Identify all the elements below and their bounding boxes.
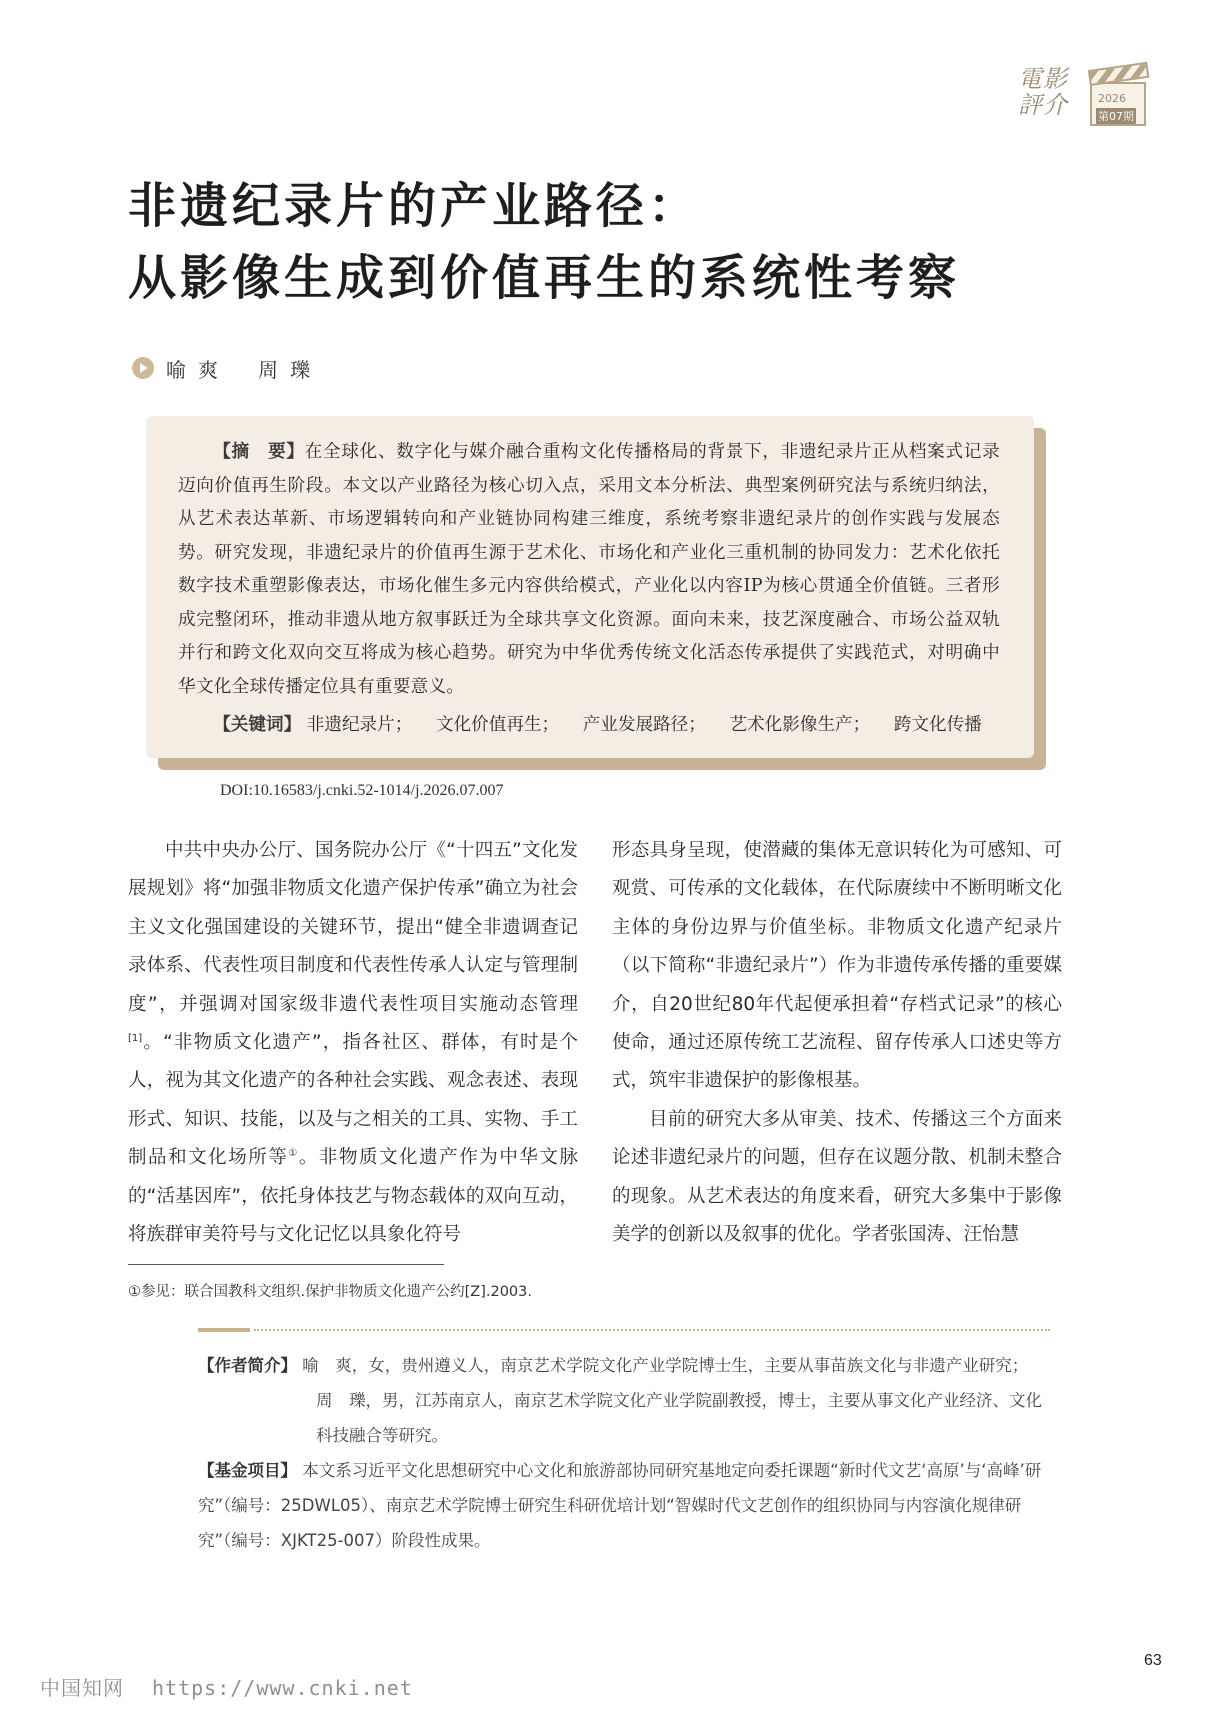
fund-text: 本文系习近平文化思想研究中心文化和旅游部协同研究基地定向委托课题“新时代文艺‘高原’与‘高峰’研究”（编号：25DWL05）、南京艺术学院博士研究生科研优培计划“智媒时代文艺创作的组织协同与内容演化规律研究”（编号：XJKT25-007）阶段性成果。 bbox=[198, 1461, 1042, 1550]
footnote: ①参见：联合国教科文组织.保护非物质文化遗产公约[Z].2003. bbox=[128, 1284, 532, 1300]
body-paragraph: 目前的研究大多从审美、技术、传播这三个方面来论述非遗纪录片的问题，但存在议题分散、机制未整合的现象。从艺术表达的角度来看，研究大多集中于影像美学的创新以及叙事的优化。学者张国涛、汪怡慧 bbox=[612, 1108, 1062, 1246]
author-bio-text: 喻 爽，女，贵州遵义人，南京艺术学院文化产业学院博士生，主要从事苗族文化与非遗产业研究； bbox=[302, 1356, 1029, 1375]
title-line-2: 从影像生成到价值再生的系统性考察 bbox=[128, 250, 961, 306]
author-info-divider bbox=[198, 1328, 1050, 1332]
author-name-2: 周瓅 bbox=[258, 357, 322, 382]
keywords-label: 【关键词】 bbox=[213, 715, 302, 735]
journal-year: 2026 bbox=[1098, 92, 1126, 105]
abstract-text: 在全球化、数字化与媒介融合重构文化传播格局的背景下，非遗纪录片正从档案式记录迈向价值再生阶段。本文以产业路径为核心切入点，采用文本分析法、典型案例研究法与系统归纳法，从艺术表达革新、市场逻辑转向和产业链协同构建三维度，系统考察非遗纪录片的创作实践与发展态势。研究发现，非遗纪录片的价值再生源于艺术化、市场化和产业化三重机制的协同发力：艺术化依托数字技术重塑影像表达，市场化催生多元内容供给模式，产业化以内容IP为核心贯通全价值链。三者形成完整闭环，推动非遗从地方叙事跃迁为全球共享文化资源。面向未来，技艺深度融合、市场公益双轨并行和跨文化双向交互将成为核心趋势。研究为中华优秀传统文化活态传承提供了实践范式，对明确中华文化全球传播定位具有重要意义。 bbox=[178, 442, 1000, 697]
body-paragraph bbox=[128, 832, 578, 1254]
keyword: 艺术化影像生产； bbox=[729, 715, 871, 735]
cnki-watermark bbox=[40, 1672, 413, 1701]
clapper-stripes bbox=[1088, 62, 1150, 86]
journal-logo bbox=[1018, 66, 1146, 128]
divider-accent bbox=[198, 1328, 250, 1332]
keyword: 文化价值再生； bbox=[435, 715, 560, 735]
abstract-paragraph bbox=[178, 436, 1000, 704]
footnote-marker: ① bbox=[288, 1148, 299, 1160]
author-bio-2: 周 瓅，男，江苏南京人，南京艺术学院文化产业学院副教授，博士，主要从事文化产业经济、文化科技融合等研究。 bbox=[316, 1391, 1042, 1445]
keyword: 非遗纪录片； bbox=[306, 715, 413, 735]
keyword: 产业发展路径； bbox=[582, 715, 706, 735]
journal-issue: 第07期 bbox=[1098, 110, 1134, 123]
author-name-1: 喻爽 bbox=[166, 357, 230, 382]
fund-label: 【基金项目】 bbox=[198, 1461, 297, 1480]
body-paragraph: 形态具身呈现，使潜藏的集体无意识转化为可感知、可观赏、可传承的文化载体，在代际赓续中不断明晰文化主体的身份边界与价值坐标。非物质文化遗产纪录片（以下简称“非遗纪录片”）作为非遗传承传播的重要媒介，自20世纪80年代起便承担着“存档式记录”的核心使命，通过还原传统工艺流程、留存传承人口述史等方式，筑牢非遗保护的影像根基。 bbox=[612, 840, 1062, 1092]
body-column-left bbox=[128, 832, 578, 1254]
author-info bbox=[198, 1348, 1050, 1558]
fund-info bbox=[198, 1453, 1050, 1558]
watermark-url: https://www.cnki.net bbox=[152, 1676, 413, 1700]
author-line bbox=[132, 354, 322, 382]
reference-marker: [1] bbox=[128, 1032, 143, 1044]
author-bio-1 bbox=[198, 1348, 1050, 1383]
title-line-1: 非遗纪录片的产业路径： bbox=[128, 178, 701, 234]
body-text: 。非物质文化遗产作为中华文脉的“活基因库”，依托身体技艺与物态载体的双向互动，将族群审美符号与文化记忆以具象化符号 bbox=[128, 1147, 578, 1246]
journal-calligraphy: 電影評介 bbox=[1018, 65, 1068, 119]
abstract-label: 【摘 要】 bbox=[213, 442, 305, 462]
author-info-label: 【作者简介】 bbox=[198, 1356, 297, 1375]
abstract-box bbox=[146, 416, 1034, 758]
doi: DOI:10.16583/j.cnki.52-1014/j.2026.07.007 bbox=[220, 782, 504, 799]
divider-dots bbox=[254, 1329, 1050, 1331]
article-title bbox=[128, 170, 960, 314]
watermark-site: 中国知网 bbox=[40, 1676, 124, 1700]
page-number: 63 bbox=[1144, 1652, 1162, 1669]
footnote-divider bbox=[128, 1264, 444, 1265]
clapperboard-icon bbox=[1090, 82, 1146, 126]
body-text: 中共中央办公厅、国务院办公厅《“十四五”文化发展规划》将“加强非物质文化遗产保护传承”确立为社会主义文化强国建设的关键环节，提出“健全非遗调查记录体系、代表性项目制度和代表性传承人认定与管理制度”，并强调对国家级非遗代表性项目实施动态管理 bbox=[128, 840, 578, 1015]
keyword: 跨文化传播 bbox=[893, 715, 982, 735]
play-icon bbox=[132, 357, 154, 379]
keywords-line bbox=[178, 710, 1000, 740]
body-column-right bbox=[612, 832, 1062, 1254]
body-text: 。“非物质文化遗产”，指各社区、群体，有时是个人，视为其文化遗产的各种社会实践、观念表述、表现形式、知识、技能，以及与之相关的工具、实物、手工制品和文化场所等 bbox=[128, 1032, 578, 1169]
